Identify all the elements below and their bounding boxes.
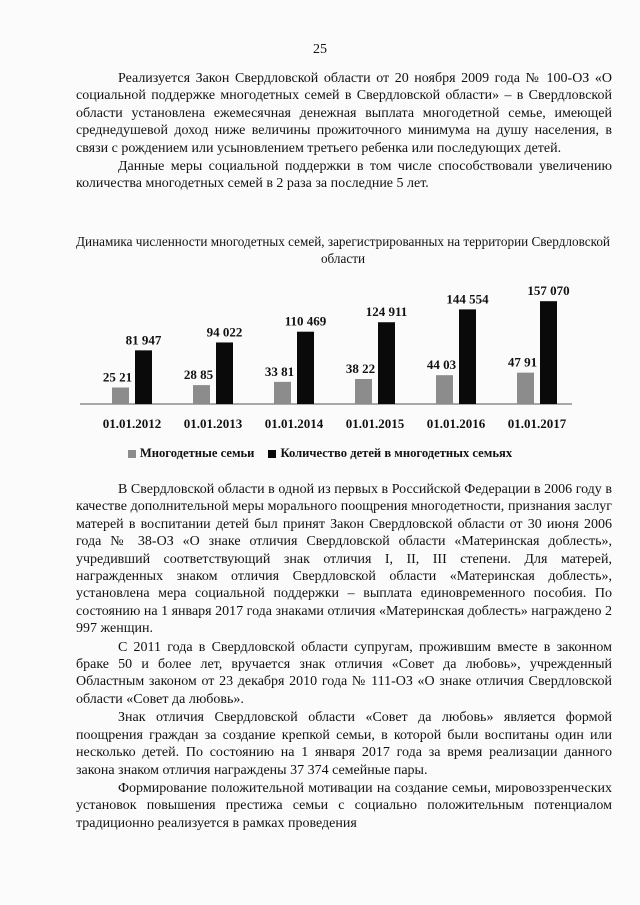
data-label-children-6: 157 070 bbox=[527, 283, 570, 299]
body-text bbox=[76, 481, 612, 832]
legend-item-children bbox=[268, 446, 512, 461]
legend-label-families: Многодетные семьи bbox=[139, 446, 255, 460]
x-tick-label-5: 01.01.2016 bbox=[426, 416, 486, 431]
data-label-families-2: 28 85 bbox=[183, 367, 214, 383]
bar-children-2 bbox=[216, 342, 233, 404]
paragraph-motivation: Формирование положительной мотивации на создание семьи, мировоззренческих установок повышения престижа семьи с социально положительным потенциалом традиционно реализуется в рамках проведения bbox=[76, 780, 612, 831]
bar-families-6 bbox=[517, 373, 534, 404]
data-label-families-5: 44 03 bbox=[426, 357, 457, 373]
x-tick-label-3: 01.01.2014 bbox=[264, 416, 324, 431]
chart-legend bbox=[0, 446, 640, 461]
data-label-families-6: 47 91 bbox=[507, 354, 538, 370]
paragraph-support-effect: Данные меры социальной поддержки в том числе способствовали увеличению количества многодетных семей в 2 раза за последние 5 лет. bbox=[76, 159, 612, 192]
x-tick-label-4: 01.01.2015 bbox=[345, 416, 405, 431]
bar-families-5 bbox=[436, 375, 453, 404]
x-tick-label-1: 01.01.2012 bbox=[102, 416, 162, 431]
bar-families-1 bbox=[112, 387, 129, 404]
x-tick-label-2: 01.01.2013 bbox=[183, 416, 243, 431]
legend-label-children: Количество детей в многодетных семьях bbox=[280, 446, 513, 460]
bar-children-3 bbox=[297, 332, 314, 404]
bar-children-1 bbox=[135, 350, 152, 404]
paragraph-sovet-da-lyubov-award: Знак отличия Свердловской области «Совет да любовь» является формой поощрения граждан за создание крепкой семьи, в которой были воспитаны один или несколько детей. По состоянию на 1 января 2017 года за время реализации данного закона знаком отличия награждены 37 374 семейные пары. bbox=[76, 710, 612, 778]
paragraph-law-100-oz: Реализуется Закон Свердловской области от 20 ноября 2009 года № 100-ОЗ «О социальной поддержке многодетных семей в Свердловской области» – в Свердловской области установлена ежемесячная денежная выплата многодетной семье, имеющей среднедушевой доход ниже величины прожиточного минимума на душу населения, в связи с рождением или усыновлением третьего ребенка или последующих детей. bbox=[76, 71, 612, 156]
bar-children-4 bbox=[378, 322, 395, 404]
page-number: 25 bbox=[313, 42, 327, 57]
paragraph-sovet-da-lyubov-intro: С 2011 года в Свердловской области супругам, прожившим вместе в законном браке 50 и более лет, вручается знак отличия «Совет да любовь», учрежденный Областным законом от 23 декабря 2010 года № 111-ОЗ «О знаке отличия Свердловской области «Совет да любовь». bbox=[76, 639, 612, 707]
bar-children-5 bbox=[459, 309, 476, 404]
intro-text bbox=[76, 70, 612, 193]
data-label-families-3: 33 81 bbox=[264, 363, 295, 379]
bar-chart bbox=[80, 268, 580, 440]
x-tick-label-6: 01.01.2017 bbox=[507, 416, 567, 431]
data-label-children-4: 124 911 bbox=[365, 304, 408, 320]
bar-children-6 bbox=[540, 301, 557, 404]
data-label-children-3: 110 469 bbox=[284, 313, 327, 329]
legend-swatch-families bbox=[128, 450, 136, 458]
legend-swatch-children bbox=[268, 450, 276, 458]
data-label-children-2: 94 022 bbox=[206, 324, 243, 340]
data-label-families-1: 25 21 bbox=[102, 369, 133, 385]
legend-item-families bbox=[128, 446, 255, 461]
bar-families-3 bbox=[274, 382, 291, 404]
chart-title: Динамика численности многодетных семей, зарегистрированных на территории Свердловской области bbox=[76, 234, 610, 266]
paragraph-maternal-valor: В Свердловской области в одной из первых в Российской Федерации в 2006 году в качестве дополнительной меры морального поощрения многодетности, признания заслуг матерей в воспитании детей был принят Закон Свердловской области от 30 июня 2006 года № 38-ОЗ «О знаке отличия Свердловской области «Материнская доблесть», учредивший соответствующий знак отличия I, II, III степени. Для матерей, награжденных знаком отличия Свердловской области «Материнская доблесть», установлена мера социальной поддержки – выплата единовременного пособия. По состоянию на 1 января 2017 года знаками отличия «Материнская доблесть» награждено 2 997 женщин. bbox=[76, 482, 612, 637]
data-label-families-4: 38 22 bbox=[345, 360, 376, 376]
data-label-children-5: 144 554 bbox=[446, 291, 489, 307]
bar-families-4 bbox=[355, 379, 372, 404]
data-label-children-1: 81 947 bbox=[125, 332, 162, 348]
bar-families-2 bbox=[193, 385, 210, 404]
